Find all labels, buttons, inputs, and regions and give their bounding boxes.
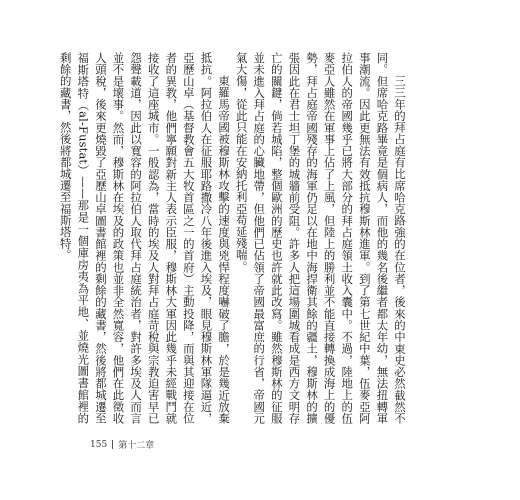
body-text — [58, 52, 408, 424]
page-number: 155 — [90, 439, 108, 450]
page-footer — [90, 438, 154, 451]
chapter-title: 第十二章 — [118, 441, 155, 451]
footer-divider — [112, 440, 113, 449]
paragraph-2: 東羅馬帝國被穆斯林攻擊的速度與兇悍程度嚇破了膽，於是幾近放棄抵抗。阿拉伯人在征服耶路撒冷八年後進入埃及，眼見穆斯林軍隊逼近，亞歷山卓（基督教會五大牧首區之一的首府）主動投降，而與其迎接在位者的異教，他們寧願對新主人表示臣服，穆斯林大軍因此幾乎未經戰鬥就接收了這座城市。一般認為，當時的埃及人對拜占庭苛稅與宗教迫害早已怨聲載道，因此以寬容的阿拉伯人取代拜占庭統治者，對許多埃及人而言並不是壞事。然而，穆斯林在埃及的政策也並非全然寬容，他們在此徵收人頭稅，後來更燒毀了亞歷山卓圖書館裡的剩餘的藏書，然後將都城遷至福斯塔特（al-Fustat）——那是一個庫房夷為平地、並燒光圖書館裡的剩餘的藏書，然後將都城遷至福斯塔特。 — [58, 52, 232, 424]
paragraph-1: 三三年的拜占庭有比席哈克路強的在位者，後來的中東史必然截然不同。但席哈克路畢竟是個病人，而他的幾名後繼者都太年幼，無法扭轉軍事潮流。因此更無法有效抵抗穆斯林進軍。到了第七世紀中葉，伍麥亞阿拉伯人的帝國幾乎已將大部分的拜占庭領土收入囊中。不過，陸地上的伍麥亞人雖然在軍事上佔了上風，但陸上的勝利並不能直接轉換成海上的優勢，拜占庭帝國殘存的海軍仍足以在地中海捍衛其餘的疆土，穆斯林的擴張因此在君士坦丁堡的城牆前受阻。許多人把這場圍城看成是西方文明存亡的關鍵，倘若城陷，整個歐洲的歷史也許就此改寫。雖然穆斯林的征服並未進入拜占庭的心臟地帶，但他們已佔領了帝國最富庶的行省，帝國元氣大傷，從此只能在安納托利亞苟延殘喘。 — [234, 52, 407, 424]
